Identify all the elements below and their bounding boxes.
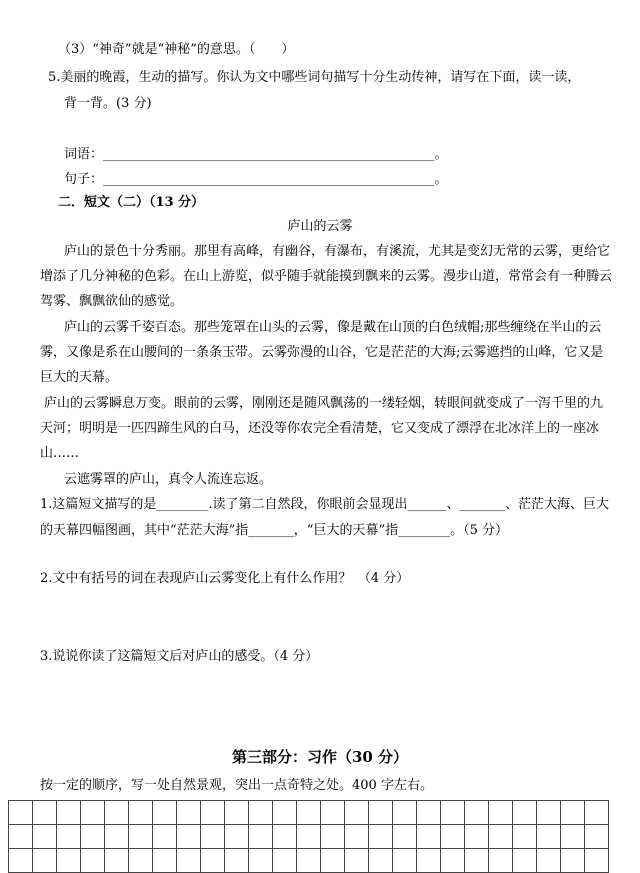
paragraph-2-line-1: 庐山的云雾千姿百态。那些笼罩在山头的云雾，像是戴在山顶的白色绒帽;那些缠绕在半山的云 [64,320,602,335]
paragraph-1-line-3: 驾雾、飘飘欲仙的感觉。 [40,294,184,309]
grid-row [9,801,609,825]
paragraph-2-line-3: 巨大的天幕。 [40,370,119,385]
paragraph-3-line-1: 庐山的云雾瞬息万变。眼前的云雾，刚刚还是随风飘荡的一缕轻烟，转眼间就变成了一泻千里的九 [44,396,604,411]
question-3: 3.说说你读了这篇短文后对庐山的感受。（4 分） [40,649,319,664]
paragraph-3-line-3: 山…… [40,446,80,461]
question-5-line-2: 背一背。(3 分) [64,96,152,111]
question-3-judge: （3）“神奇”就是“神秘”的意思。（ ） [58,42,295,57]
grid-row [9,849,609,873]
section-3-heading: 第三部分：习作（30 分） [231,748,409,766]
question-1-line-1: 1.这篇短文描写的是________.读了第二自然段，你眼前会显现出______、_______、茫茫大海、巨大 [40,497,610,512]
paragraph-4: 云遮雾罩的庐山，真令人流连忘返。 [64,472,273,487]
paragraph-1-line-2: 增添了几分神秘的色彩。在山上游览，似乎随手就能摸到飘来的云雾。漫步山道，常常会有一种腾云 [40,269,613,284]
grid-row [9,825,609,849]
question-1-line-2: 的天幕四幅图画，其中“茫茫大海”指_______，“巨大的天幕”指________。（5 分） [40,523,508,538]
paragraph-3-line-2: 天河；明明是一匹四蹄生风的白马，还没等你农完全看清楚，它又变成了漂浮在北冰洋上的一座冰 [40,421,600,436]
passage-title: 庐山的云雾 [287,219,353,234]
composition-grid[interactable] [8,800,609,873]
composition-prompt: 按一定的顺序，写一处自然景观，突出一点奇特之处。400 字左右。 [40,778,433,793]
question-2: 2.文中有括号的词在表现庐山云雾变化上有什么作用？ （4 分） [40,571,410,586]
paragraph-2-line-2: 雾，又像是系在山腰间的一条条玉带。云雾弥漫的山谷，它是茫茫的大海;云雾遮挡的山峰，它又是 [40,345,604,360]
words-answer-line[interactable]: 词语：___________________________________________________。 [64,147,448,162]
question-5-line-1: 5.美丽的晚霞，生动的描写。你认为文中哪些词句描写十分生动传神，请写在下面，读一读， [48,70,581,85]
sentence-answer-line[interactable]: 句子：___________________________________________________。 [64,172,448,187]
section-2-heading: 二．短文（二）（13 分） [58,195,205,210]
paragraph-1-line-1: 庐山的景色十分秀丽。那里有高峰，有幽谷，有瀑布，有溪流，尤其是变幻无常的云雾，更给它 [64,244,611,259]
